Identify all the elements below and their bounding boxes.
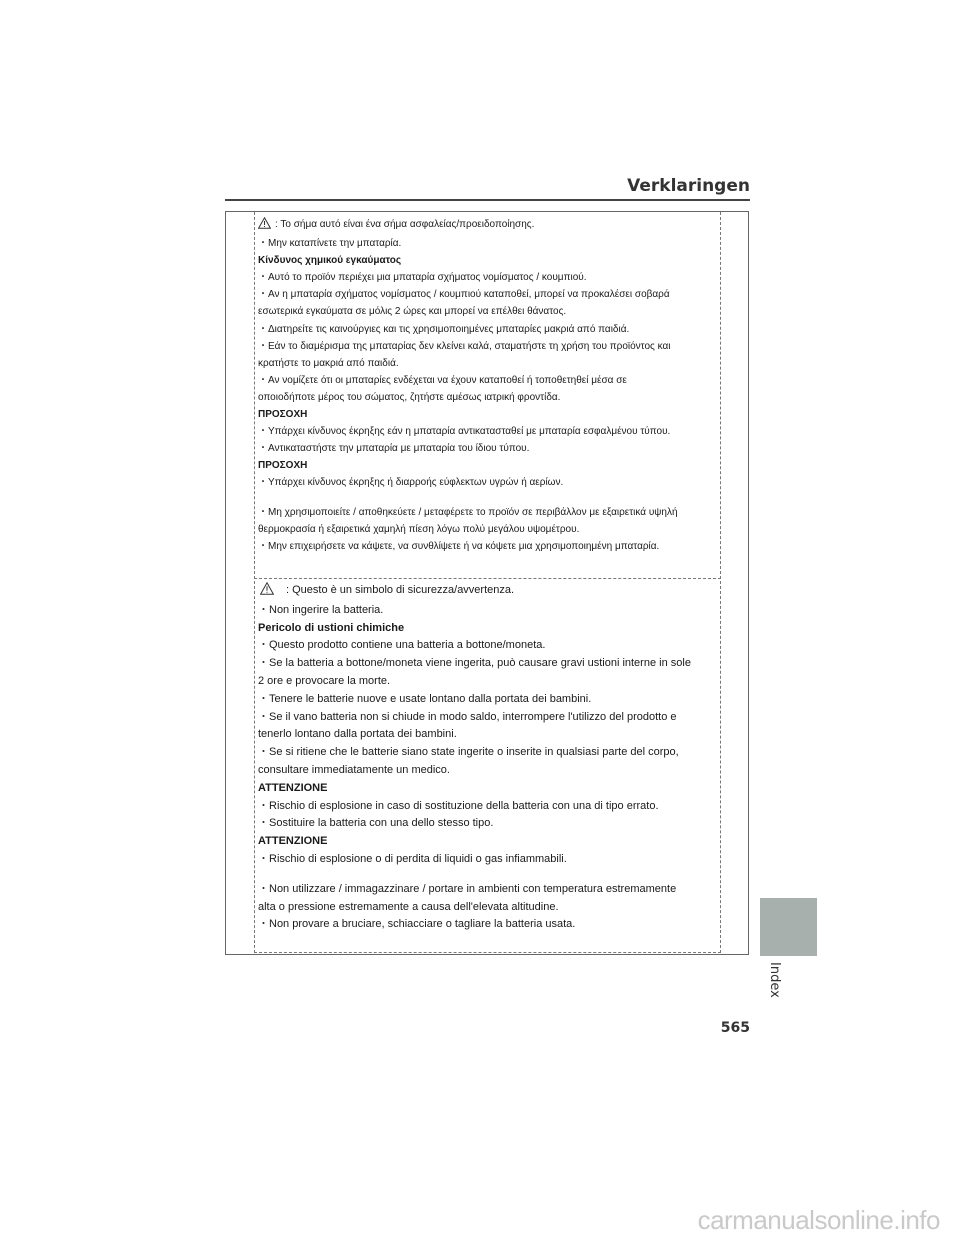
italian-line: ・Se la batteria a bottone/moneta viene ingerita, può causare gravi ustioni interne in sole: [258, 657, 691, 670]
italian-notice: [258, 582, 718, 934]
italian-line: consultare immediatamente un medico.: [258, 763, 450, 776]
italian-title-line: [258, 582, 718, 602]
greek-line: ・Διατηρείτε τις καινούργιες και τις χρησιμοποιημένες μπαταρίες μακριά από παιδιά.: [258, 323, 630, 335]
italian-line: ・Se si ritiene che le batterie siano state ingerite o inserite in qualsiasi parte del corpo,: [258, 746, 679, 759]
greek-line: ・Αυτό το προϊόν περιέχει μια μπαταρία σχήματος νομίσματος / κουμπιού.: [258, 272, 587, 284]
greek-line: θερμοκρασία ή εξαιρετικά χαμηλή πίεση λόγω πολύ μεγάλου υψομέτρου.: [258, 523, 580, 535]
greek-line: εσωτερικά εγκαύματα σε μόλις 2 ώρες και μπορεί να επέλθει θάνατος.: [258, 306, 567, 318]
section-title: Verklaringen: [627, 176, 750, 196]
page-number: 565: [720, 1020, 750, 1036]
italian-line: ・Se il vano batteria non si chiude in modo saldo, interrompere l'utilizzo del prodotto e: [258, 710, 677, 723]
greek-line: ・Εάν το διαμέρισμα της μπαταρίας δεν κλείνει καλά, σταματήστε τη χρήση του προϊόντος και: [258, 340, 671, 352]
greek-heading: Κίνδυνος χημικού εγκαύματος: [258, 255, 402, 267]
italian-line: ・Non ingerire la batteria.: [258, 603, 384, 616]
italian-line: 2 ore e provocare la morte.: [258, 674, 391, 687]
greek-line: ・Υπάρχει κίνδυνος έκρηξης εάν η μπαταρία αντικατασταθεί με μπαταρία εσφαλμένου τύπου.: [258, 426, 671, 438]
italian-title: : Questo è un simbolo di sicurezza/avvertenza.: [286, 584, 515, 596]
watermark: carmanualsonline.info: [697, 1205, 940, 1235]
italian-line: ・Non utilizzare / immagazzinare / portare in ambienti con temperatura estremamente: [258, 882, 677, 895]
italian-line: alta o pressione estremamente a causa dell'elevata altitudine.: [258, 900, 559, 913]
section-divider: [254, 578, 721, 579]
italian-line: ・Sostituire la batteria con una dello stesso tipo.: [258, 817, 494, 830]
warning-triangle-icon: [258, 217, 271, 235]
greek-notice: [258, 216, 718, 555]
italian-line: ・Rischio di esplosione o di perdita di liquidi o gas infiammabili.: [258, 852, 567, 865]
greek-line: ・Αν η μπαταρία σχήματος νομίσματος / κουμπιού καταποθεί, μπορεί να προκαλέσει σοβαρά: [258, 289, 670, 301]
greek-heading: ΠΡΟΣΟΧΗ: [258, 460, 308, 472]
index-tab-marker: [760, 898, 817, 956]
index-tab-label: Index: [767, 962, 782, 998]
greek-line: ・Μη χρησιμοποιείτε / αποθηκεύετε / μεταφέρετε το προϊόν σε περιβάλλον με εξαιρετικά υψηλή: [258, 506, 678, 518]
greek-line: ・Μην καταπίνετε την μπαταρία.: [258, 238, 402, 250]
greek-line: κρατήστε το μακριά από παιδιά.: [258, 357, 399, 369]
greek-line: ・Υπάρχει κίνδυνος έκρηξης ή διαρροής εύφλεκτων υγρών ή αερίων.: [258, 477, 564, 489]
italian-spacer: [258, 869, 718, 881]
greek-line: ・Μην επιχειρήσετε να κάψετε, να συνθλίψετε ή να κόψετε μια χρησιμοποιημένη μπαταρία.: [258, 540, 660, 552]
italian-heading: ATTENZIONE: [258, 835, 328, 848]
italian-heading: ATTENZIONE: [258, 781, 328, 794]
greek-title: : Το σήμα αυτό είναι ένα σήμα ασφαλείας/προειδοποίησης.: [275, 219, 535, 230]
italian-line: ・Rischio di esplosione in caso di sostituzione della batteria con una di tipo errato.: [258, 799, 659, 812]
italian-line: ・Questo prodotto contiene una batteria a bottone/moneta.: [258, 639, 546, 652]
greek-line: ・Αντικαταστήστε την μπαταρία με μπαταρία του ίδιου τύπου.: [258, 443, 530, 455]
greek-heading: ΠΡΟΣΟΧΗ: [258, 409, 308, 421]
greek-line: ・Αν νομίζετε ότι οι μπαταρίες ενδέχεται να έχουν καταποθεί ή τοποθετηθεί μέσα σε: [258, 374, 627, 386]
greek-spacer: [258, 492, 718, 504]
italian-line: ・Non provare a bruciare, schiacciare o tagliare la batteria usata.: [258, 918, 576, 931]
greek-line: οποιοδήποτε μέρος του σώματος, ζητήστε αμέσως ιατρική φροντίδα.: [258, 391, 561, 403]
italian-line: tenerlo lontano dalla portata dei bambini.: [258, 728, 457, 741]
warning-triangle-icon: [260, 582, 274, 602]
italian-line: ・Tenere le batterie nuove e usate lontano dalla portata dei bambini.: [258, 692, 592, 705]
greek-title-line: [258, 216, 718, 235]
italian-heading: Pericolo di ustioni chimiche: [258, 621, 405, 634]
header-rule: [225, 199, 750, 201]
